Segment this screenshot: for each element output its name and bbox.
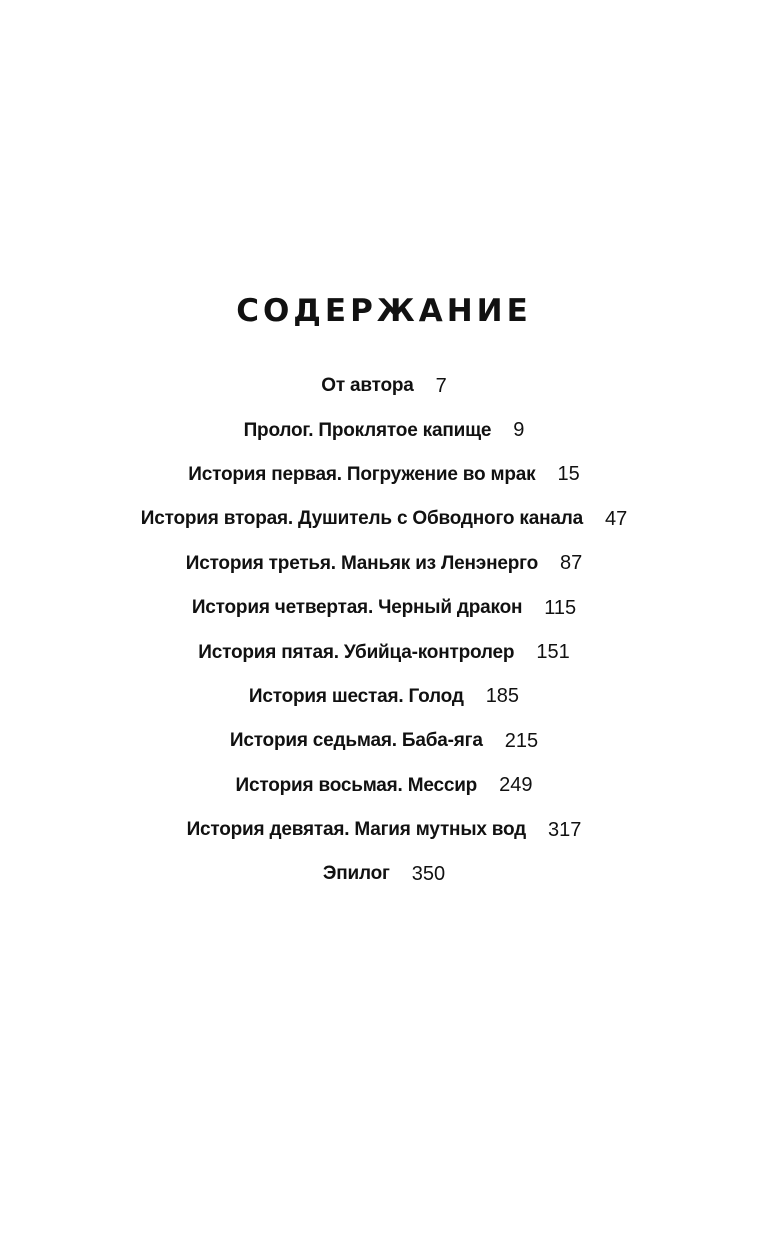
toc-entry-page-number: 350	[411, 862, 446, 885]
toc-entry-prologue[interactable]	[0, 408, 768, 452]
toc-entry-story-6[interactable]	[0, 675, 768, 719]
table-of-contents	[0, 364, 768, 897]
toc-entry-page-number: 15	[557, 463, 580, 486]
toc-entry-story-9[interactable]	[0, 808, 768, 852]
toc-entry-story-3[interactable]	[0, 542, 768, 586]
toc-entry-story-4[interactable]	[0, 586, 768, 630]
toc-entry-page-number: 249	[499, 774, 533, 797]
toc-entry-title: История четвертая. Черный дракон	[191, 597, 523, 619]
toc-entry-title: История третья. Маньяк из Ленэнерго	[185, 552, 538, 574]
toc-entry-story-7[interactable]	[0, 719, 768, 763]
toc-entry-page-number: 87	[560, 552, 583, 575]
toc-entry-story-5[interactable]	[0, 630, 768, 674]
toc-entry-title: История восьмая. Мессир	[235, 774, 478, 796]
toc-entry-page-number: 9	[513, 419, 525, 442]
toc-entry-title: История вторая. Душитель с Обводного канала	[140, 508, 583, 530]
toc-entry-story-8[interactable]	[0, 764, 768, 808]
toc-entry-title: Эпилог	[322, 863, 390, 885]
toc-entry-title: История шестая. Голод	[248, 685, 464, 707]
toc-entry-page-number: 317	[548, 818, 582, 841]
toc-entry-story-2[interactable]	[0, 497, 768, 541]
toc-entry-page-number: 185	[485, 685, 520, 708]
toc-entry-story-1[interactable]	[0, 453, 768, 497]
toc-entry-title: История девятая. Магия мутных вод	[186, 819, 527, 841]
toc-entry-epilogue[interactable]	[0, 852, 768, 896]
toc-entry-title: От автора	[321, 375, 414, 397]
toc-entry-title: История пятая. Убийца-контролер	[198, 641, 515, 663]
toc-entry-page-number: 151	[536, 641, 570, 664]
page-title: СОДЕРЖАНИЕ	[236, 292, 532, 329]
toc-entry-page-number: 215	[504, 729, 539, 752]
toc-entry-title: История первая. Погружение во мрак	[188, 463, 536, 485]
toc-entry-page-number: 47	[604, 507, 628, 530]
toc-entry-title: История седьмая. Баба-яга	[229, 730, 483, 752]
toc-entry-title: Пролог. Проклятое капище	[243, 419, 492, 441]
toc-entry-page-number: 7	[435, 374, 447, 397]
toc-entry-author-note[interactable]	[0, 364, 768, 408]
toc-entry-page-number: 115	[544, 596, 577, 619]
